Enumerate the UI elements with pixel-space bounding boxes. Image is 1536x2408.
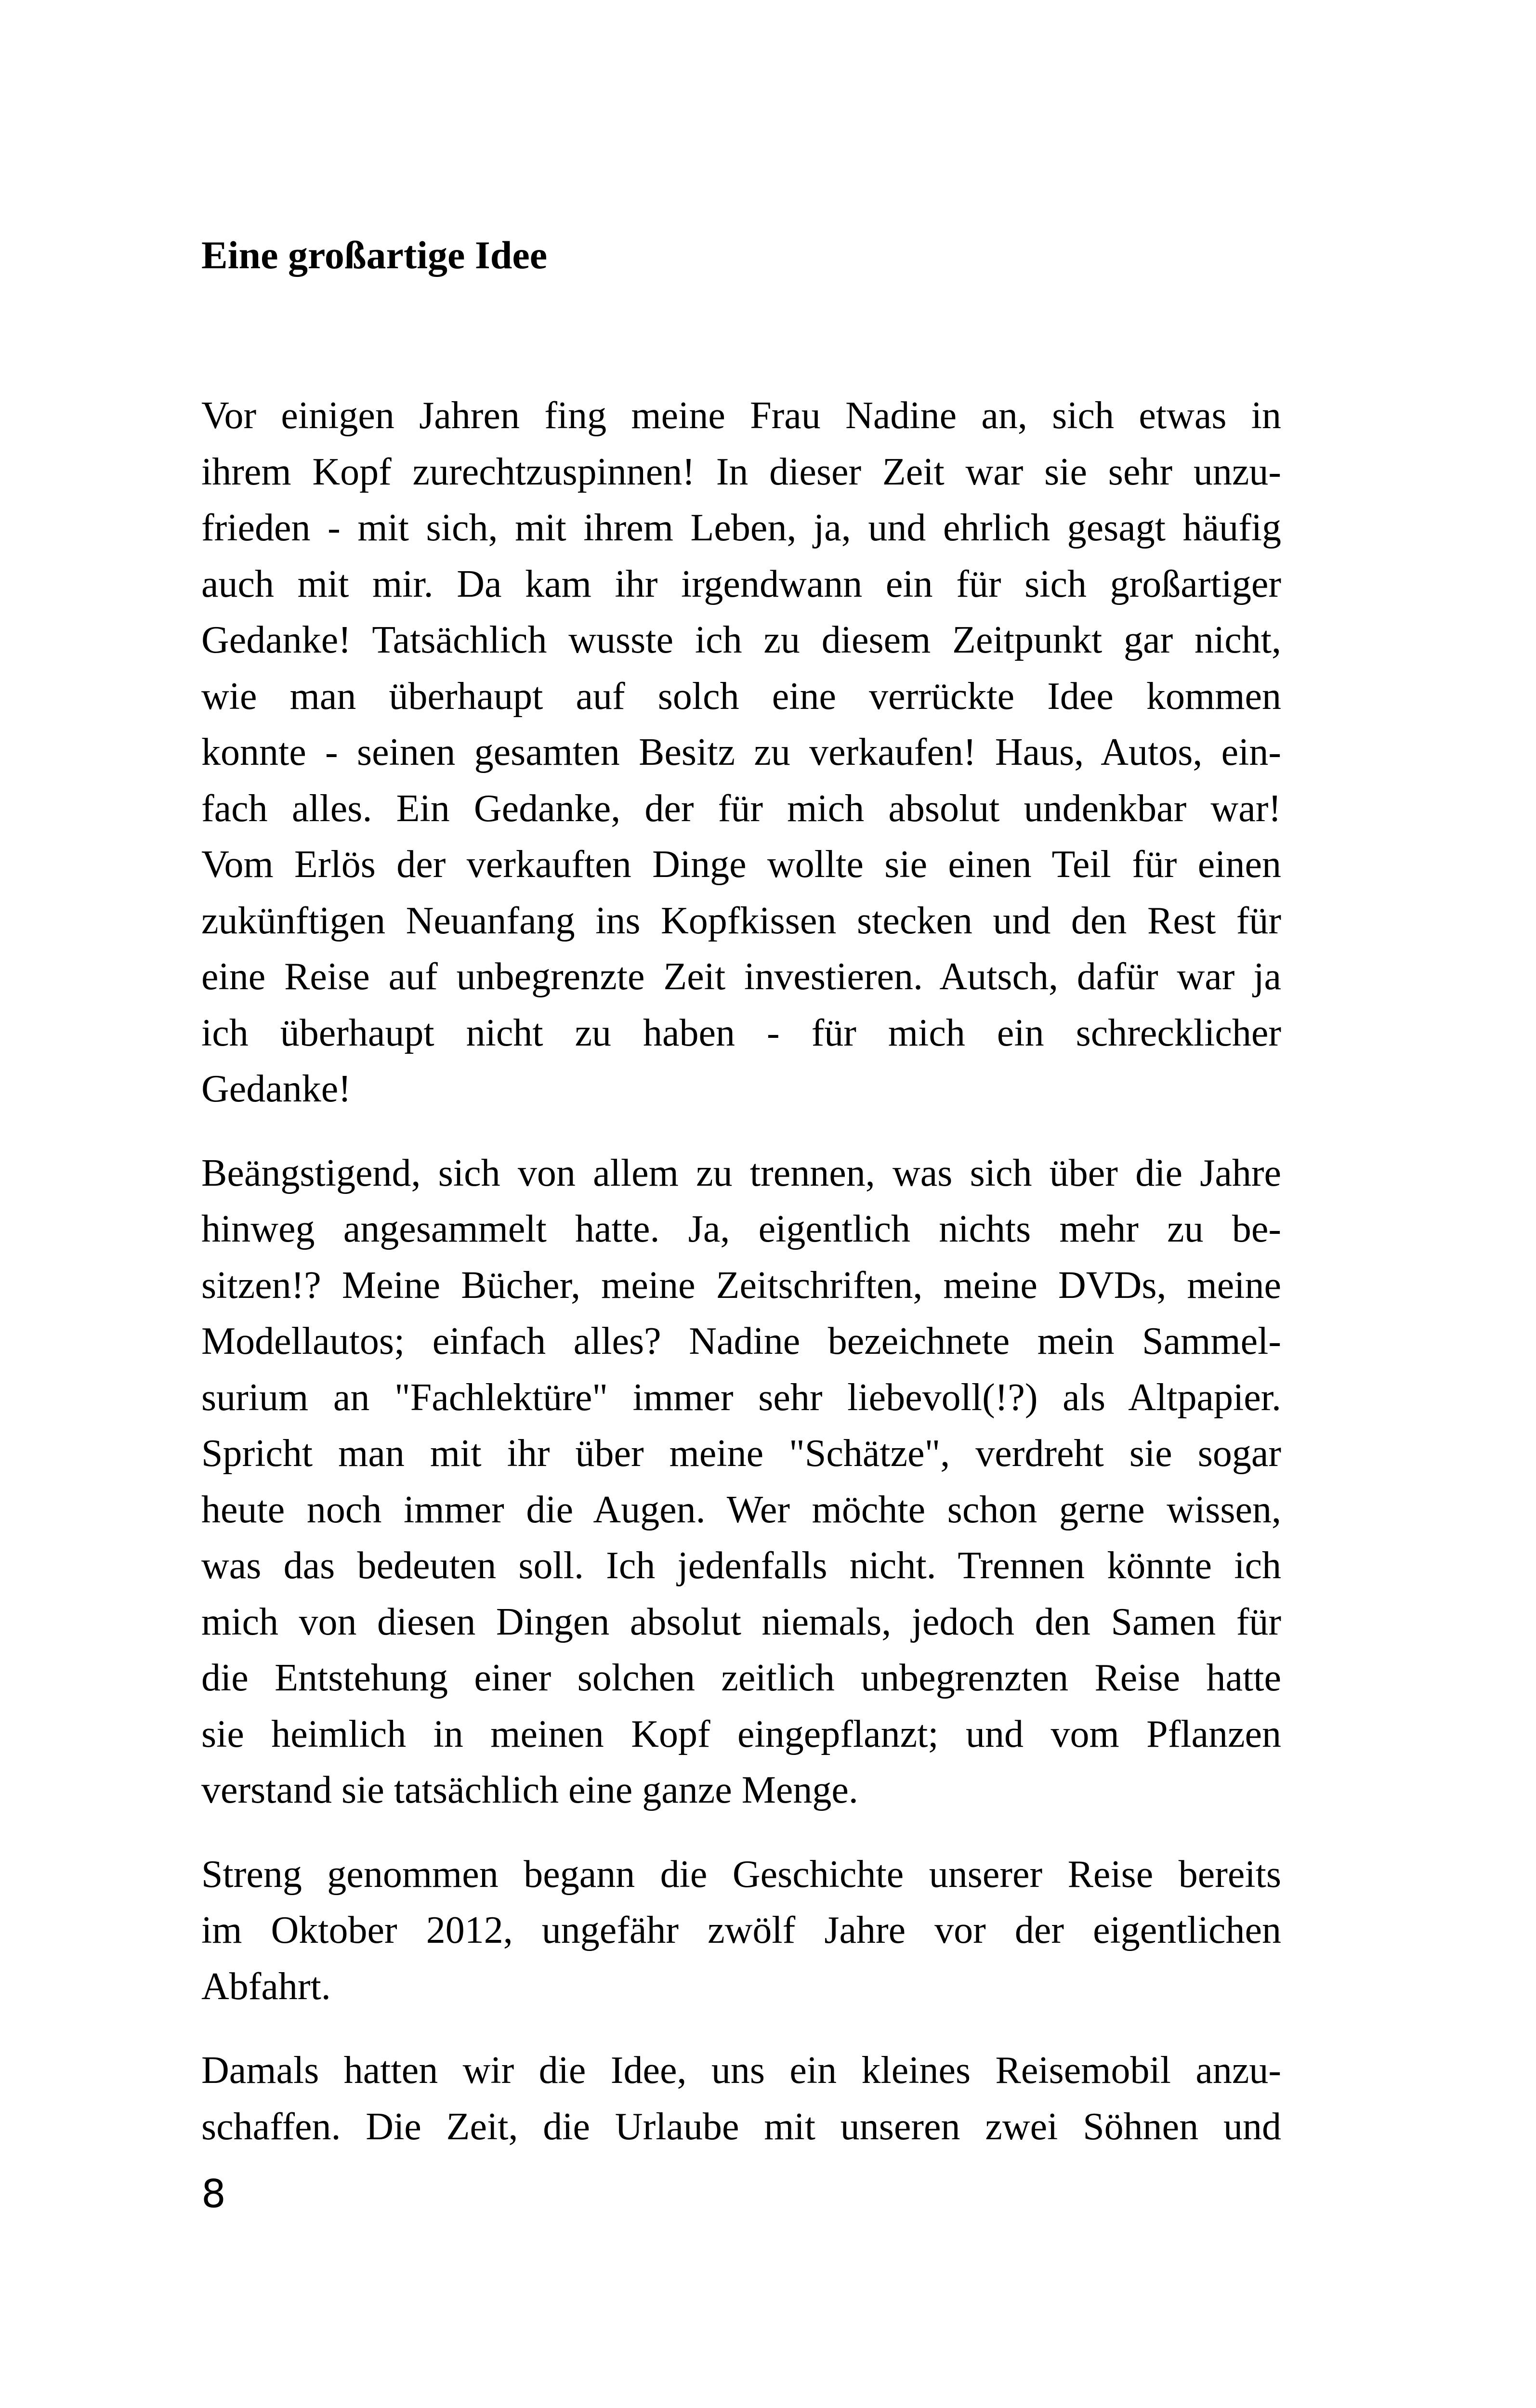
paragraph bbox=[201, 1145, 1281, 1819]
text-line: hinweg angesammelt hatte. Ja, eigentlich nichts mehr zu be- bbox=[201, 1208, 1281, 1250]
text-line: surium an "Fachlektüre" immer sehr liebevoll(!?) als Altpapier. bbox=[201, 1376, 1281, 1419]
paragraph bbox=[201, 2042, 1281, 2155]
text-line: mich von diesen Dingen absolut niemals, jedoch den Samen für bbox=[201, 1600, 1281, 1643]
text-line: konnte - seinen gesamten Besitz zu verkaufen! Haus, Autos, ein- bbox=[201, 731, 1281, 773]
text-line: sitzen!? Meine Bücher, meine Zeitschriften, meine DVDs, meine bbox=[201, 1264, 1281, 1307]
text-line: ihrem Kopf zurechtzuspinnen! In dieser Zeit war sie sehr unzu- bbox=[201, 450, 1281, 493]
text-line: Modellautos; einfach alles? Nadine bezeichnete mein Sammel- bbox=[201, 1320, 1281, 1362]
text-line: heute noch immer die Augen. Wer möchte schon gerne wissen, bbox=[201, 1488, 1281, 1531]
text-line: frieden - mit sich, mit ihrem Leben, ja, und ehrlich gesagt häufig bbox=[201, 507, 1281, 549]
text-line: eine Reise auf unbegrenzte Zeit investieren. Autsch, dafür war ja bbox=[201, 955, 1281, 998]
text-line: Streng genommen begann die Geschichte unserer Reise bereits bbox=[201, 1853, 1281, 1896]
text-line: wie man überhaupt auf solch eine verrückte Idee kommen bbox=[201, 675, 1281, 718]
text-line: ich überhaupt nicht zu haben - für mich ein schrecklicher bbox=[201, 1011, 1281, 1054]
page-number: 8 bbox=[201, 2172, 226, 2216]
text-line: sie heimlich in meinen Kopf eingepflanzt; und vom Pflanzen bbox=[201, 1713, 1281, 1755]
text-line: Beängstigend, sich von allem zu trennen, was sich über die Jahre bbox=[201, 1152, 1281, 1194]
chapter-title: Eine großartige Idee bbox=[201, 233, 548, 277]
paragraph bbox=[201, 388, 1281, 1117]
text-line: schaffen. Die Zeit, die Urlaube mit unseren zwei Söhnen und bbox=[201, 2105, 1281, 2148]
paragraph bbox=[201, 1846, 1281, 2015]
text-line: Damals hatten wir die Idee, uns ein kleines Reisemobil anzu- bbox=[201, 2049, 1281, 2092]
text-line: verstand sie tatsächlich eine ganze Menge. bbox=[201, 1769, 858, 1811]
text-line: Abfahrt. bbox=[201, 1965, 331, 2008]
text-line: was das bedeuten soll. Ich jedenfalls nicht. Trennen könnte ich bbox=[201, 1544, 1281, 1587]
text-line: Vom Erlös der verkauften Dinge wollte sie einen Teil für einen bbox=[201, 843, 1281, 886]
body-text bbox=[201, 388, 1281, 2183]
text-line: Spricht man mit ihr über meine "Schätze", verdreht sie sogar bbox=[201, 1432, 1281, 1475]
text-line: im Oktober 2012, ungefähr zwölf Jahre vor der eigentlichen bbox=[201, 1909, 1281, 1951]
text-line: Gedanke! Tatsächlich wusste ich zu diesem Zeitpunkt gar nicht, bbox=[201, 619, 1281, 661]
text-line: fach alles. Ein Gedanke, der für mich absolut undenkbar war! bbox=[201, 787, 1281, 830]
text-line: die Entstehung einer solchen zeitlich unbegrenzten Reise hatte bbox=[201, 1657, 1281, 1699]
text-line: auch mit mir. Da kam ihr irgendwann ein für sich großartiger bbox=[201, 563, 1281, 605]
text-line: Vor einigen Jahren fing meine Frau Nadine an, sich etwas in bbox=[201, 394, 1281, 437]
text-line: zukünftigen Neuanfang ins Kopfkissen stecken und den Rest für bbox=[201, 899, 1281, 942]
text-line: Gedanke! bbox=[201, 1068, 351, 1110]
